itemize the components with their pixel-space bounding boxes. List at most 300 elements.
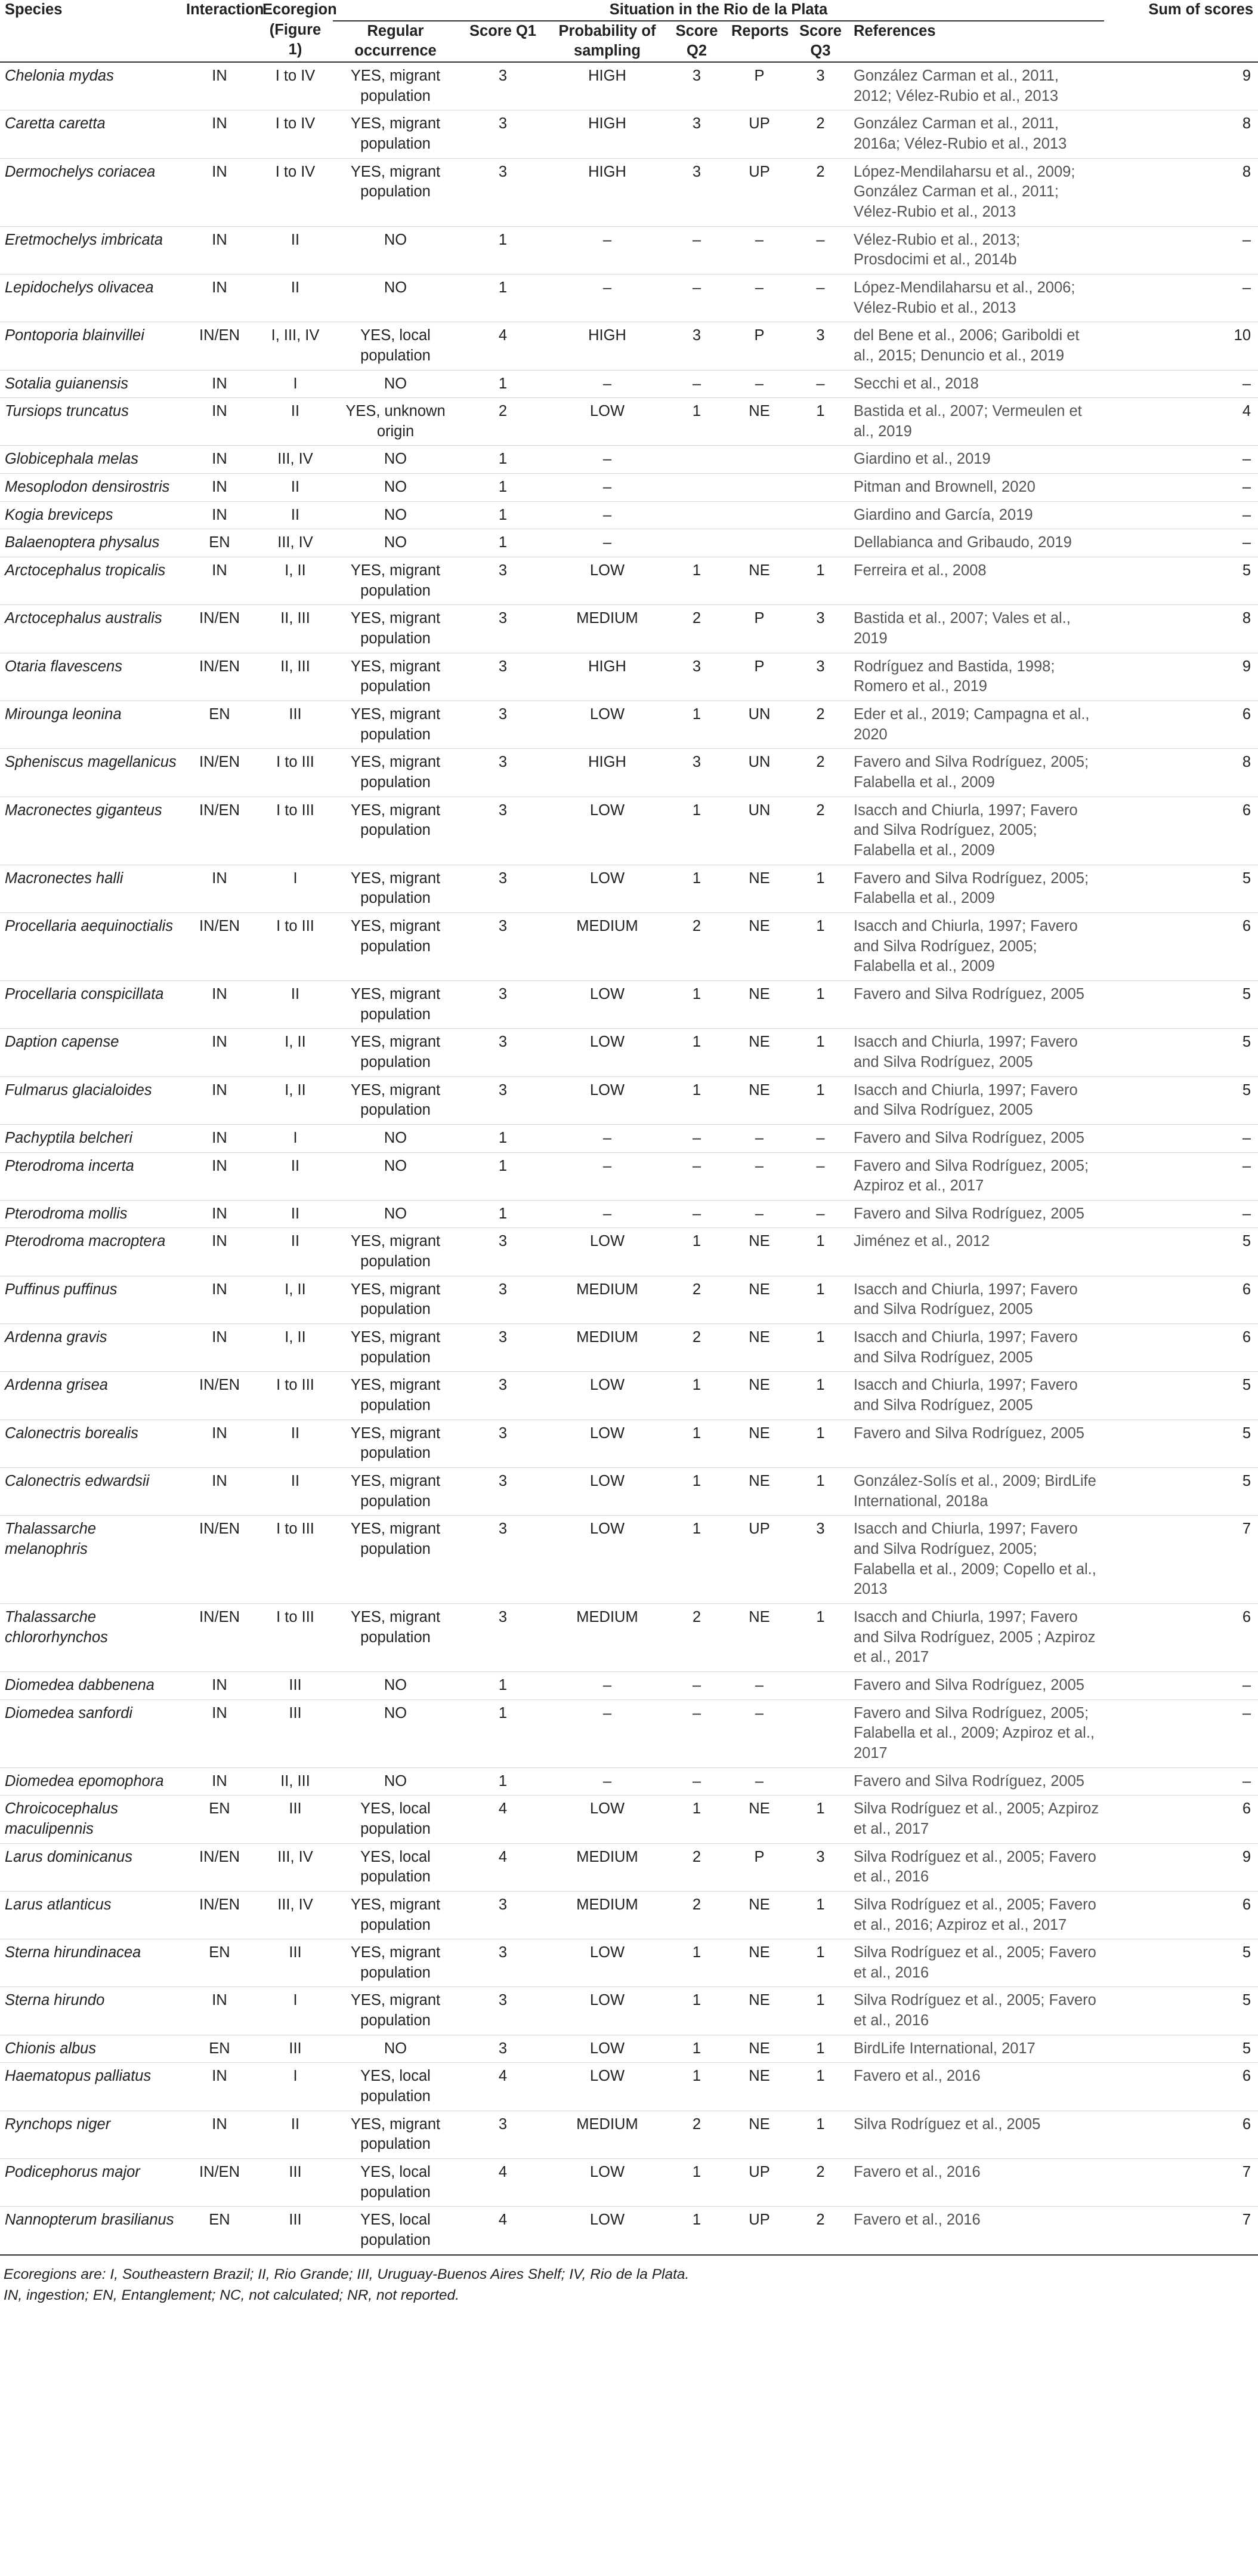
cell-ecoregion: I to III [276,754,314,771]
table-row [0,2111,1258,2158]
cell-references: Favero and Silva Rodríguez, 2005; Falabella et al., 2009; Azpiroz et al., 2017 [854,1704,1095,1761]
cell-ecoregion: I to III [276,801,314,819]
cell-score-q2: – [692,1129,701,1146]
cell-sum: 5 [1242,1473,1251,1490]
cell-reports: P [754,1848,765,1865]
cell-reports [727,529,792,557]
cell-regular-occurrence: NO [384,479,407,496]
cell-probability: LOW [589,801,625,819]
table-row [0,1420,1258,1467]
cell-ecoregion: III [289,1944,302,1961]
cell-regular-occurrence: NO [384,1157,407,1174]
cell-ecoregion: II [290,506,300,523]
cell-score-q1: 3 [498,1281,508,1298]
cell-probability: – [602,506,612,523]
cell-probability: LOW [589,1377,625,1394]
table-body [0,62,1258,2255]
cell-score-q3: 3 [816,610,825,627]
cell-regular-occurrence: YES, migrant population [350,1034,441,1070]
cell-score-q3: 1 [816,1233,825,1250]
cell-references: BirdLife International, 2017 [854,2040,1036,2057]
cell-references: Jiménez et al., 2012 [854,1233,990,1250]
cell-sum: 6 [1242,1800,1251,1818]
cell-regular-occurrence: NO [384,1772,407,1790]
cell-probability: – [602,1704,612,1722]
cell-probability: HIGH [588,67,626,84]
cell-regular-occurrence: YES, migrant population [350,658,441,695]
cell-regular-occurrence: YES, migrant population [350,67,441,104]
cell-score-q3: 1 [816,1944,825,1961]
cell-interaction: IN [212,562,227,579]
cell-interaction: EN [209,1944,230,1961]
cell-regular-occurrence: NO [384,506,407,523]
cell-sum: – [1242,1772,1251,1790]
cell-interaction: EN [209,2211,230,2229]
cell-probability: LOW [589,869,625,887]
cell-references: Secchi et al., 2018 [854,375,979,392]
cell-reports: P [754,610,765,627]
table-row [0,605,1258,653]
cell-score-q2: 3 [692,754,701,771]
cell-score-q1: 1 [498,231,508,248]
cell-interaction: IN [212,1704,227,1722]
cell-score-q2: 1 [692,706,701,723]
cell-score-q2: 1 [692,1233,701,1250]
cell-species: Ardenna grisea [5,1377,108,1394]
table-row [0,529,1258,557]
cell-sum: 5 [1242,1081,1251,1099]
cell-score-q3: 1 [816,562,825,579]
cell-score-q2: 2 [692,1848,701,1865]
cell-reports: UN [748,801,771,819]
cell-interaction: IN [212,1281,227,1298]
cell-references: Vélez-Rubio et al., 2013; Prosdocimi et al., 2014b [854,231,1021,269]
cell-score-q2 [667,446,727,474]
cell-score-q2 [667,529,727,557]
col-header-interaction: Interaction [186,1,264,18]
cell-ecoregion: II, III [280,658,310,675]
cell-score-q1: 4 [498,2068,508,2085]
cell-species: Diomedea sanfordi [5,1704,133,1722]
cell-score-q1: 1 [498,1157,508,1174]
cell-probability: LOW [589,2068,625,2085]
col-header-score-q1: Score Q1 [469,22,536,39]
cell-reports: NE [749,1473,770,1490]
cell-references: Isacch and Chiurla, 1997; Favero and Silva Rodríguez, 2005 [854,1329,1078,1366]
cell-sum: 8 [1242,754,1251,771]
cell-references: Isacch and Chiurla, 1997; Favero and Silva Rodríguez, 2005; Falabella et al., 2009 [854,801,1078,859]
table-row [0,474,1258,502]
cell-score-q1: 2 [498,403,508,420]
cell-reports: NE [749,2040,770,2057]
table-row [0,1372,1258,1420]
table-row [0,980,1258,1028]
cell-probability: – [602,1676,612,1693]
cell-regular-occurrence: YES, migrant population [350,706,441,743]
cell-interaction: IN [212,1157,227,1174]
cell-references: López-Mendilaharsu et al., 2006; Vélez-Rubio et al., 2013 [854,279,1075,316]
cell-regular-occurrence: YES, migrant population [350,1281,441,1318]
cell-references: Favero and Silva Rodríguez, 2005; Falabella et al., 2009 [854,869,1089,907]
cell-regular-occurrence: YES, migrant population [350,801,441,839]
cell-ecoregion: I [293,1129,298,1146]
table-row [0,1843,1258,1891]
cell-score-q2: 1 [692,2068,701,2085]
cell-sum: 7 [1242,2164,1251,2181]
cell-references: Favero and Silva Rodríguez, 2005 [854,985,1084,1002]
cell-probability: LOW [589,562,625,579]
cell-ecoregion: I [293,1992,298,2009]
cell-references: del Bene et al., 2006; Gariboldi et al., 2015; Denuncio et al., 2019 [854,327,1080,364]
table-row [0,2035,1258,2063]
cell-reports: NE [749,403,770,420]
cell-score-q2: 3 [692,115,701,132]
cell-score-q3: 2 [816,2211,825,2229]
cell-references: Bastida et al., 2007; Vales et al., 2019 [854,610,1071,647]
cell-ecoregion: I, II [285,1081,306,1099]
cell-interaction: IN [212,1081,227,1099]
cell-regular-occurrence: NO [384,231,407,248]
cell-regular-occurrence: YES, migrant population [350,562,441,599]
cell-reports [727,446,792,474]
cell-score-q3: – [816,375,825,392]
cell-species: Nannopterum brasilianus [5,2211,174,2229]
cell-probability: – [602,375,612,392]
cell-regular-occurrence: YES, migrant population [350,115,441,152]
table-row [0,158,1258,226]
cell-interaction: IN [212,2115,227,2133]
cell-ecoregion: I, II [285,562,306,579]
cell-probability: – [602,231,612,248]
cell-regular-occurrence: YES, migrant population [350,1377,441,1414]
cell-species: Arctocephalus tropicalis [5,562,166,579]
cell-sum: 6 [1242,2068,1251,2085]
col-header-score-q2: Score Q2 [675,22,718,60]
cell-score-q2: 1 [692,1081,701,1099]
cell-regular-occurrence: YES, migrant population [350,1896,441,1933]
cell-score-q1: 3 [498,2040,508,2057]
cell-reports: NE [749,1896,770,1913]
cell-score-q2: 1 [692,1473,701,1490]
cell-species: Procellaria conspicillata [5,985,164,1002]
table-row [0,110,1258,158]
cell-probability: MEDIUM [576,1848,638,1865]
cell-reports: NE [749,2068,770,2085]
cell-score-q2: 2 [692,2115,701,2133]
cell-species: Otaria flavescens [5,658,123,675]
cell-score-q3: 2 [816,115,825,132]
cell-score-q3: 2 [816,2164,825,2181]
cell-species: Larus dominicanus [5,1848,133,1865]
cell-interaction: IN [212,231,227,248]
cell-sum: 8 [1242,610,1251,627]
cell-regular-occurrence: YES, local population [360,2068,431,2105]
cell-score-q2: 1 [692,1377,701,1394]
cell-interaction: IN/EN [199,610,240,627]
table-row [0,1603,1258,1671]
cell-score-q2: – [692,1704,701,1722]
cell-regular-occurrence: NO [384,534,407,551]
cell-interaction: IN [212,1424,227,1442]
cell-species: Pachyptila belcheri [5,1129,133,1146]
cell-reports: NE [749,2115,770,2133]
cell-ecoregion: III [289,1704,302,1722]
cell-score-q3: 1 [816,1081,825,1099]
cell-sum: 6 [1242,706,1251,723]
cell-references: Isacch and Chiurla, 1997; Favero and Silva Rodríguez, 2005 [854,1377,1078,1414]
cell-score-q3: – [816,231,825,248]
cell-score-q1: 4 [498,2211,508,2229]
cell-score-q3: 1 [816,1424,825,1442]
cell-ecoregion: I to III [276,1608,314,1625]
cell-probability: – [602,1129,612,1146]
cell-references: Favero and Silva Rodríguez, 2005; Azpiroz et al., 2017 [854,1157,1089,1195]
cell-probability: – [602,479,612,496]
cell-score-q3: – [816,1157,825,1174]
cell-references: Silva Rodríguez et al., 2005; Favero et al., 2016 [854,1992,1096,2029]
cell-score-q3: 3 [816,1520,825,1538]
cell-reports: P [754,67,765,84]
table-row [0,1029,1258,1076]
cell-score-q3: – [816,279,825,296]
cell-ecoregion: I, III, IV [271,327,320,344]
cell-sum: – [1242,1704,1251,1722]
cell-regular-occurrence: NO [384,1676,407,1693]
cell-probability: MEDIUM [576,1281,638,1298]
cell-score-q1: 3 [498,610,508,627]
cell-reports: NE [749,1034,770,1051]
cell-interaction: IN/EN [199,1377,240,1394]
cell-species: Chelonia mydas [5,67,114,84]
cell-score-q1: 3 [498,1473,508,1490]
cell-regular-occurrence: YES, migrant population [350,163,441,200]
cell-species: Chionis albus [5,2040,97,2057]
cell-species: Larus atlanticus [5,1896,112,1913]
cell-probability: MEDIUM [576,2115,638,2133]
cell-probability: LOW [589,2040,625,2057]
cell-score-q1: 1 [498,1129,508,1146]
cell-score-q3: 1 [816,869,825,887]
cell-species: Eretmochelys imbricata [5,231,163,248]
cell-probability: HIGH [588,658,626,675]
cell-regular-occurrence: YES, migrant population [350,1608,441,1646]
cell-ecoregion: II, III [280,1772,310,1790]
cell-reports: NE [749,869,770,887]
cell-score-q3 [792,529,849,557]
cell-references: Silva Rodríguez et al., 2005 [854,2115,1041,2133]
cell-ecoregion: II [290,985,300,1002]
cell-interaction: IN/EN [199,917,240,934]
table-row [0,62,1258,110]
cell-regular-occurrence: YES, unknown origin [345,403,446,440]
cell-ecoregion: III [289,2040,302,2057]
cell-score-q3: – [816,1129,825,1146]
table-row [0,1324,1258,1372]
cell-reports: P [754,658,765,675]
cell-score-q3: 1 [816,1281,825,1298]
cell-regular-occurrence: YES, migrant population [350,1992,441,2029]
cell-score-q1: 3 [498,1329,508,1346]
cell-reports: UP [749,2164,770,2181]
cell-ecoregion: II [290,403,300,420]
col-header-species: Species [5,1,63,18]
cell-probability: MEDIUM [576,1896,638,1913]
cell-score-q3: 1 [816,1473,825,1490]
table-row [0,1276,1258,1324]
cell-references: González-Solís et al., 2009; BirdLife International, 2018a [854,1473,1096,1510]
cell-score-q2: – [692,1205,701,1222]
cell-score-q2: – [692,1157,701,1174]
cell-ecoregion: II [290,1205,300,1222]
cell-score-q2: – [692,1772,701,1790]
cell-sum: 8 [1242,115,1251,132]
table-footnotes [0,2256,1258,2306]
cell-species: Sterna hirundinacea [5,1944,141,1961]
cell-regular-occurrence: NO [384,375,407,392]
cell-regular-occurrence: YES, migrant population [350,2115,441,2153]
cell-sum: 4 [1242,403,1251,420]
cell-reports: P [754,327,765,344]
cell-sum: 7 [1242,2211,1251,2229]
cell-sum: – [1242,534,1251,551]
cell-sum: 5 [1242,869,1251,887]
cell-score-q1: 1 [498,1772,508,1790]
table-row [0,501,1258,529]
cell-interaction: IN [212,1329,227,1346]
cell-regular-occurrence: YES, migrant population [350,869,441,907]
cell-ecoregion: III [289,2211,302,2229]
cell-regular-occurrence: YES, migrant population [350,1233,441,1270]
cell-interaction: IN [212,67,227,84]
cell-regular-occurrence: YES, migrant population [350,1520,441,1557]
cell-score-q2: 1 [692,562,701,579]
cell-score-q3: 3 [816,658,825,675]
cell-score-q2: 1 [692,403,701,420]
cell-reports: NE [749,1944,770,1961]
cell-ecoregion: III [289,2164,302,2181]
cell-score-q3 [792,1767,849,1796]
cell-references: Isacch and Chiurla, 1997; Favero and Silva Rodríguez, 2005; Falabella et al., 2009; Copello et al., 2013 [854,1520,1096,1598]
cell-score-q3: 3 [816,1848,825,1865]
cell-species: Thalassarche melanophris [5,1520,97,1557]
cell-interaction: IN/EN [199,327,240,344]
cell-reports: – [755,1772,764,1790]
cell-references: Pitman and Brownell, 2020 [854,479,1036,496]
cell-interaction: EN [209,1800,230,1818]
table-row [0,274,1258,322]
cell-score-q3 [792,501,849,529]
cell-species: Sterna hirundo [5,1992,105,2009]
table-row [0,1152,1258,1200]
cell-references: Silva Rodríguez et al., 2005; Favero et al., 2016 [854,1848,1096,1886]
cell-probability: LOW [589,1944,625,1961]
cell-score-q1: 3 [498,163,508,180]
cell-interaction: IN [212,1129,227,1146]
cell-species: Caretta caretta [5,115,106,132]
cell-references: Favero and Silva Rodríguez, 2005 [854,1424,1084,1442]
cell-interaction: IN/EN [199,1608,240,1625]
cell-probability: HIGH [588,327,626,344]
cell-reports: NE [749,1233,770,1250]
cell-probability: LOW [589,1473,625,1490]
table-row [0,701,1258,749]
cell-regular-occurrence: YES, local population [360,1800,431,1837]
cell-species: Calonectris edwardsii [5,1473,150,1490]
cell-score-q1: 3 [498,562,508,579]
cell-species: Diomedea dabbenena [5,1676,154,1693]
cell-score-q1: 4 [498,2164,508,2181]
cell-ecoregion: I to III [276,1520,314,1538]
cell-reports: NE [749,1377,770,1394]
cell-score-q1: 3 [498,658,508,675]
cell-score-q1: 3 [498,706,508,723]
cell-score-q3 [792,474,849,502]
cell-interaction: IN [212,1473,227,1490]
cell-regular-occurrence: YES, local population [360,2211,431,2249]
cell-references: Favero and Silva Rodríguez, 2005 [854,1676,1084,1693]
footnote-abbreviations: IN, ingestion; EN, Entanglement; NC, not calculated; NR, not reported. [4,2287,459,2304]
cell-references: González Carman et al., 2011, 2016a; Vélez-Rubio et al., 2013 [854,115,1067,152]
cell-ecoregion: III, IV [277,451,313,468]
cell-sum: 10 [1234,327,1251,344]
cell-ecoregion: I, II [285,1281,306,1298]
cell-ecoregion: I, II [285,1034,306,1051]
cell-references: Isacch and Chiurla, 1997; Favero and Silva Rodríguez, 2005 [854,1081,1078,1119]
cell-score-q2: – [692,279,701,296]
cell-score-q3: 2 [816,163,825,180]
cell-interaction: IN [212,2068,227,2085]
cell-score-q2: 2 [692,1896,701,1913]
cell-ecoregion: II, III [280,610,310,627]
cell-reports: – [755,1129,764,1146]
cell-sum: 5 [1242,2040,1251,2057]
cell-score-q1: 1 [498,506,508,523]
cell-score-q3 [792,1671,849,1699]
cell-references: Favero and Silva Rodríguez, 2005; Falabella et al., 2009 [854,754,1089,791]
cell-probability: LOW [589,1992,625,2009]
cell-score-q3: 1 [816,2068,825,2085]
cell-score-q1: 4 [498,1848,508,1865]
cell-sum: 6 [1242,1329,1251,1346]
cell-species: Lepidochelys olivacea [5,279,154,296]
table-row [0,1076,1258,1124]
cell-species: Mirounga leonina [5,706,122,723]
cell-score-q1: 1 [498,534,508,551]
cell-species: Kogia breviceps [5,506,113,523]
cell-regular-occurrence: YES, migrant population [350,917,441,955]
cell-probability: LOW [589,1520,625,1538]
cell-probability: HIGH [588,754,626,771]
cell-score-q1: 4 [498,327,508,344]
cell-score-q3: 1 [816,2115,825,2133]
cell-ecoregion: II [290,1233,300,1250]
cell-score-q1: 1 [498,1676,508,1693]
cell-species: Haematopus palliatus [5,2068,152,2085]
cell-regular-occurrence: NO [384,1704,407,1722]
cell-sum: – [1242,479,1251,496]
cell-sum: 5 [1242,1992,1251,2009]
cell-ecoregion: III, IV [277,1848,313,1865]
cell-score-q2: 1 [692,1800,701,1818]
cell-probability: – [602,1205,612,1222]
cell-probability: LOW [589,706,625,723]
cell-probability: LOW [589,1424,625,1442]
cell-sum: 5 [1242,1944,1251,1961]
cell-score-q3: 2 [816,706,825,723]
cell-reports: NE [749,1800,770,1818]
cell-interaction: EN [209,706,230,723]
table-row [0,797,1258,865]
